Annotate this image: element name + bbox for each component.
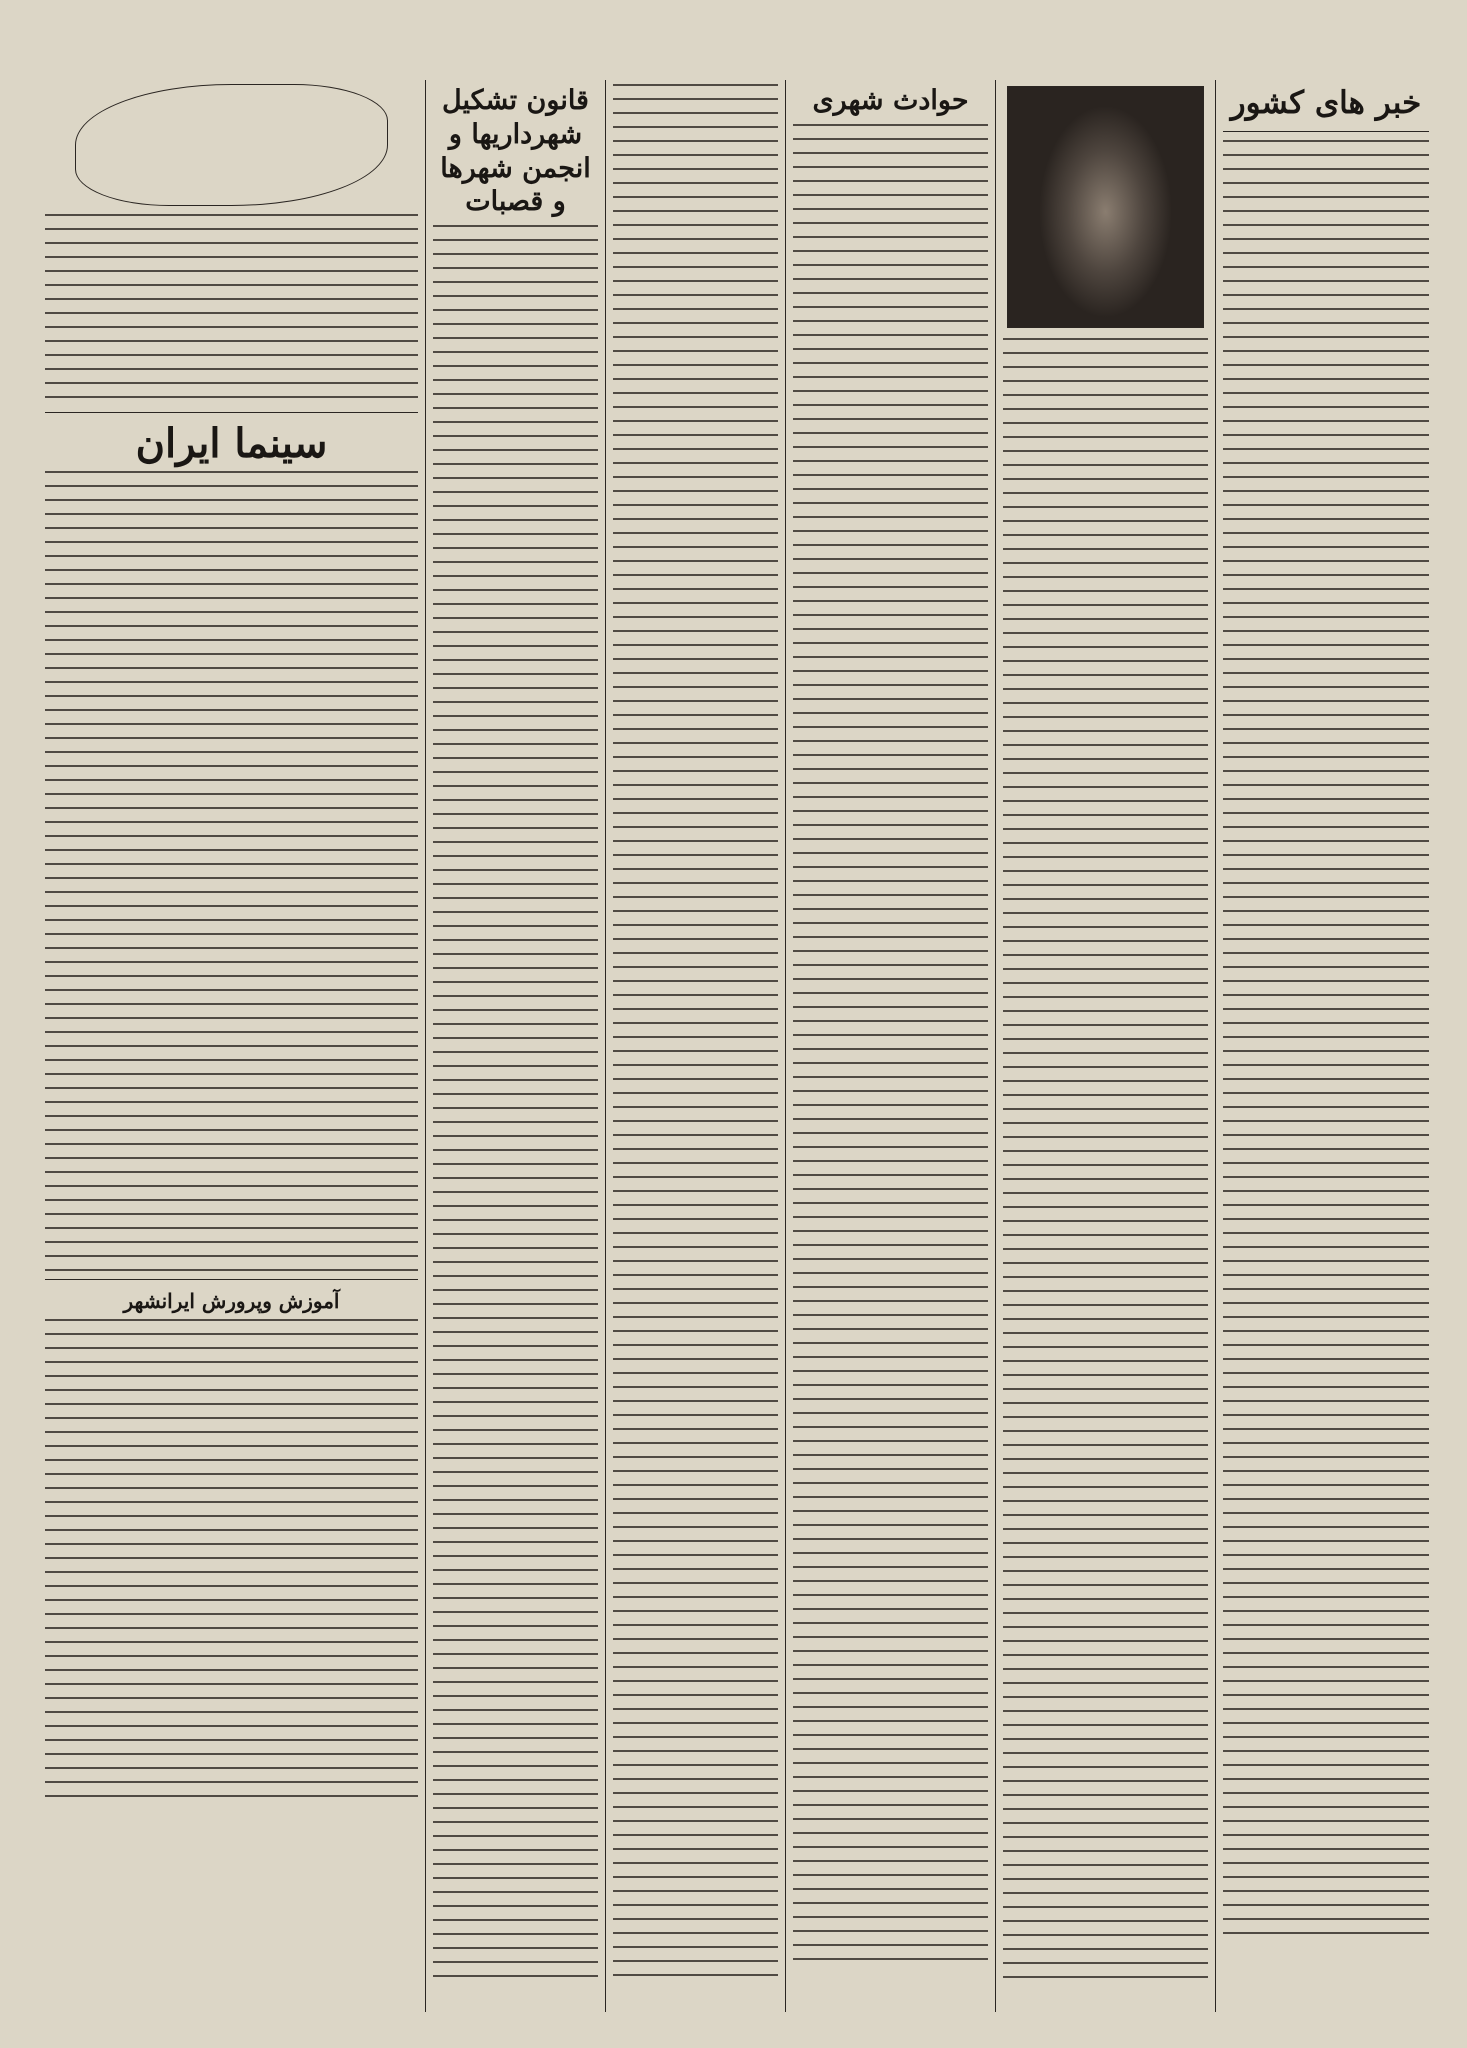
headline-khabarha-keshvar: خبر های کشور: [1230, 85, 1422, 121]
cinema-iran-title: سینما ایران: [135, 420, 328, 467]
newspaper-page: [38, 80, 1436, 2020]
divider: [45, 412, 418, 413]
column-text: [613, 84, 778, 1984]
column-text: [45, 471, 418, 1271]
column-3: [786, 80, 996, 2012]
column-text: [45, 1319, 418, 1799]
column-text: [1003, 338, 1208, 1988]
amuzesh-title: آموزش وپرورش ایرانشهر: [123, 1289, 340, 1313]
column-4: [606, 80, 786, 2012]
column-text: [793, 124, 988, 1964]
column-text: [45, 214, 418, 404]
column-2: [996, 80, 1216, 2012]
divider: [45, 1279, 418, 1280]
column-5: [426, 80, 606, 2012]
column-6-ads: [38, 80, 426, 2012]
headline-qanun: قانون تشکیل شهرداریها و انجمن شهرها و قصبات: [440, 85, 591, 218]
ornament-illustration: [75, 84, 388, 206]
portrait-photo: [1007, 86, 1204, 328]
column-1: [1216, 80, 1436, 2012]
divider: [1223, 131, 1429, 132]
headline-havades-shahri: حوادث شهری: [812, 85, 969, 116]
column-text: [1223, 140, 1429, 1940]
column-text: [433, 225, 598, 1985]
